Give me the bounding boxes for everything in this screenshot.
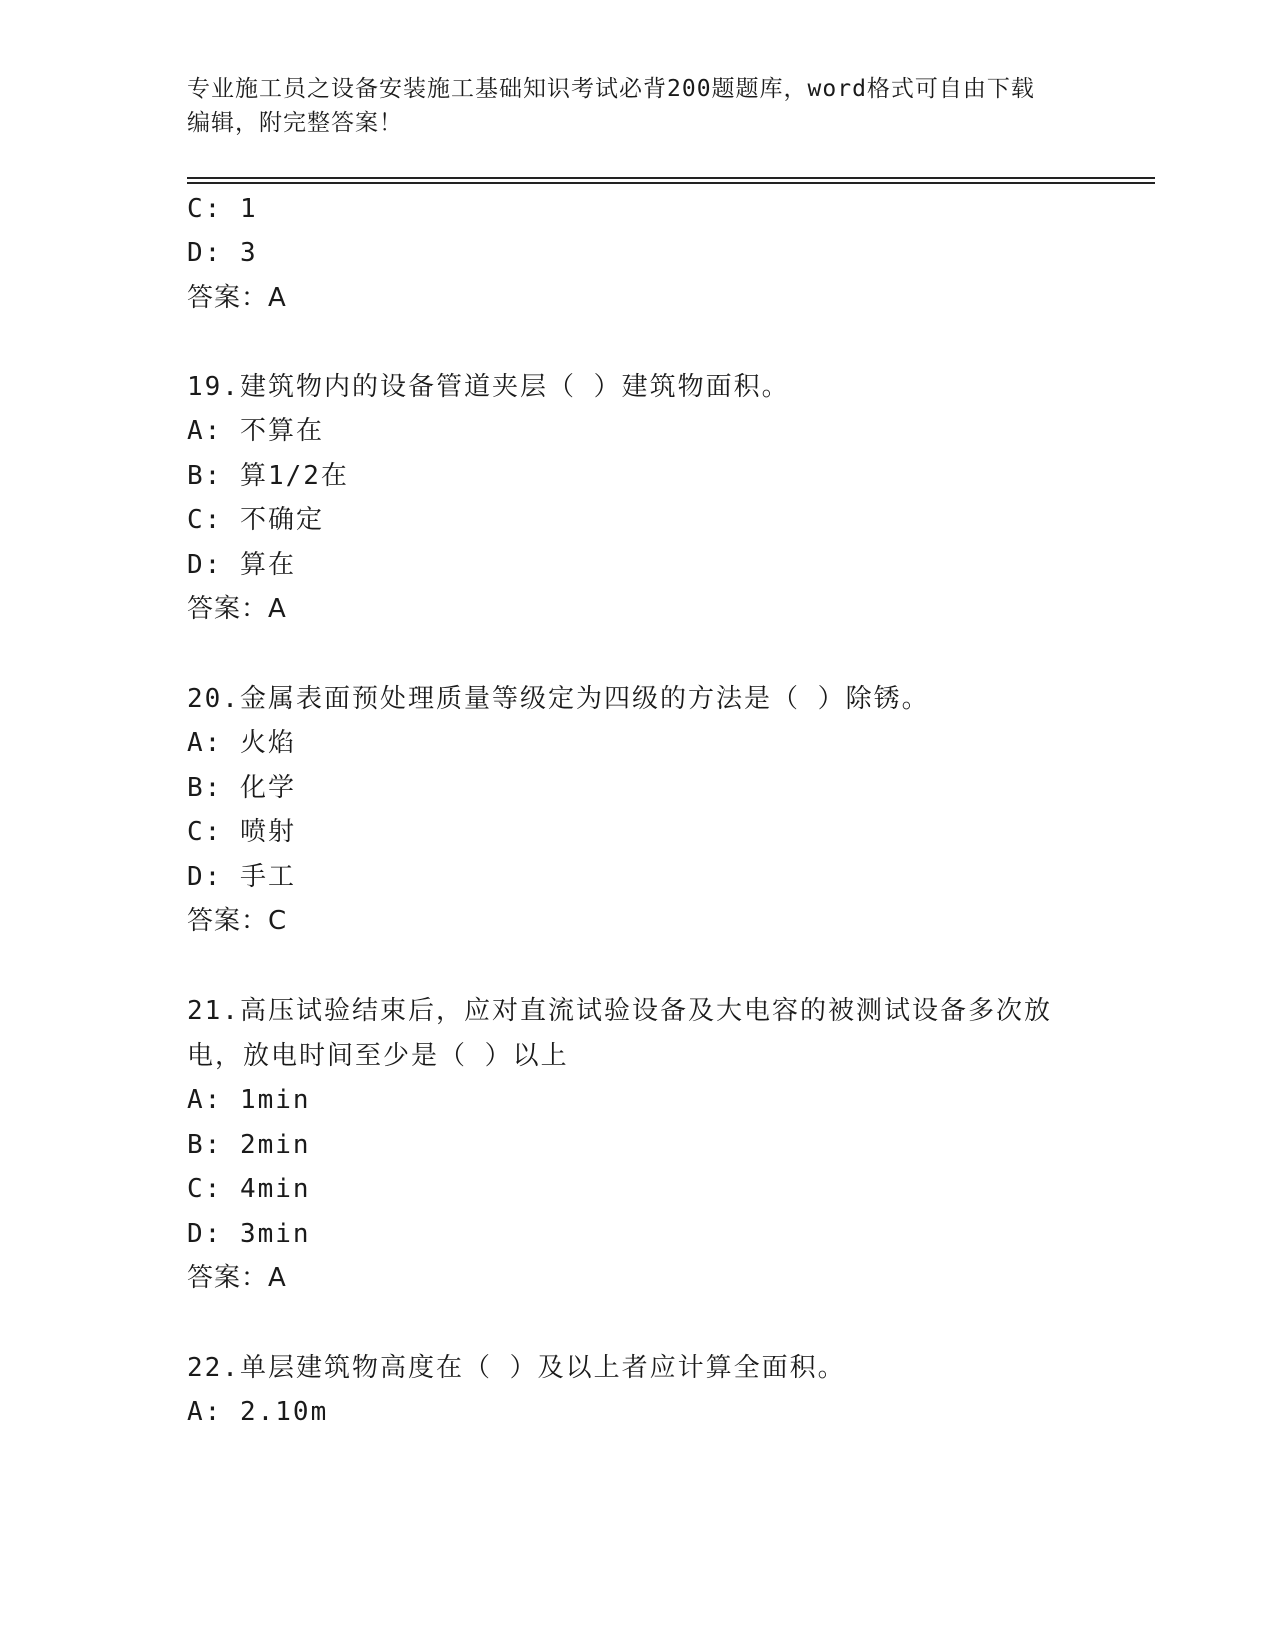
q20-option-d: D: 手工	[187, 862, 296, 892]
q19-option-c: C: 不确定	[187, 505, 324, 535]
q19-question: 19.建筑物内的设备管道夹层（ ）建筑物面积。	[187, 372, 790, 402]
header-divider-top	[187, 177, 1155, 179]
q20-option-c: C: 喷射	[187, 817, 296, 847]
q21-question-line-1: 21.高压试验结束后，应对直流试验设备及大电容的被测试设备多次放	[187, 996, 1052, 1026]
prev-answer: 答案：A	[187, 283, 287, 313]
q21-option-d: D: 3min	[187, 1219, 311, 1249]
q20-option-a: A: 火焰	[187, 728, 296, 758]
q21-option-a: A: 1min	[187, 1085, 311, 1115]
q19-answer: 答案：A	[187, 594, 287, 624]
q19-option-a: A: 不算在	[187, 416, 324, 446]
prev-option-c: C: 1	[187, 194, 258, 224]
header-title-line-1: 专业施工员之设备安装施工基础知识考试必背200题题库，word格式可自由下载	[187, 76, 1035, 102]
q20-answer: 答案：C	[187, 906, 288, 936]
q21-question-line-2: 电，放电时间至少是（ ）以上	[187, 1041, 569, 1071]
document-header	[187, 72, 1087, 140]
header-divider-bottom	[187, 182, 1155, 184]
q19-option-d: D: 算在	[187, 550, 296, 580]
header-title-line-2: 编辑，附完整答案！	[187, 110, 403, 136]
q21-answer: 答案：A	[187, 1263, 287, 1293]
q20-option-b: B: 化学	[187, 773, 296, 803]
prev-option-d: D: 3	[187, 238, 258, 268]
q22-question: 22.单层建筑物高度在（ ）及以上者应计算全面积。	[187, 1353, 846, 1383]
q22-option-a: A: 2.10m	[187, 1397, 329, 1427]
q21-option-b: B: 2min	[187, 1130, 311, 1160]
q19-option-b: B: 算1/2在	[187, 461, 349, 491]
q20-question: 20.金属表面预处理质量等级定为四级的方法是（ ）除锈。	[187, 684, 930, 714]
q21-option-c: C: 4min	[187, 1174, 311, 1204]
